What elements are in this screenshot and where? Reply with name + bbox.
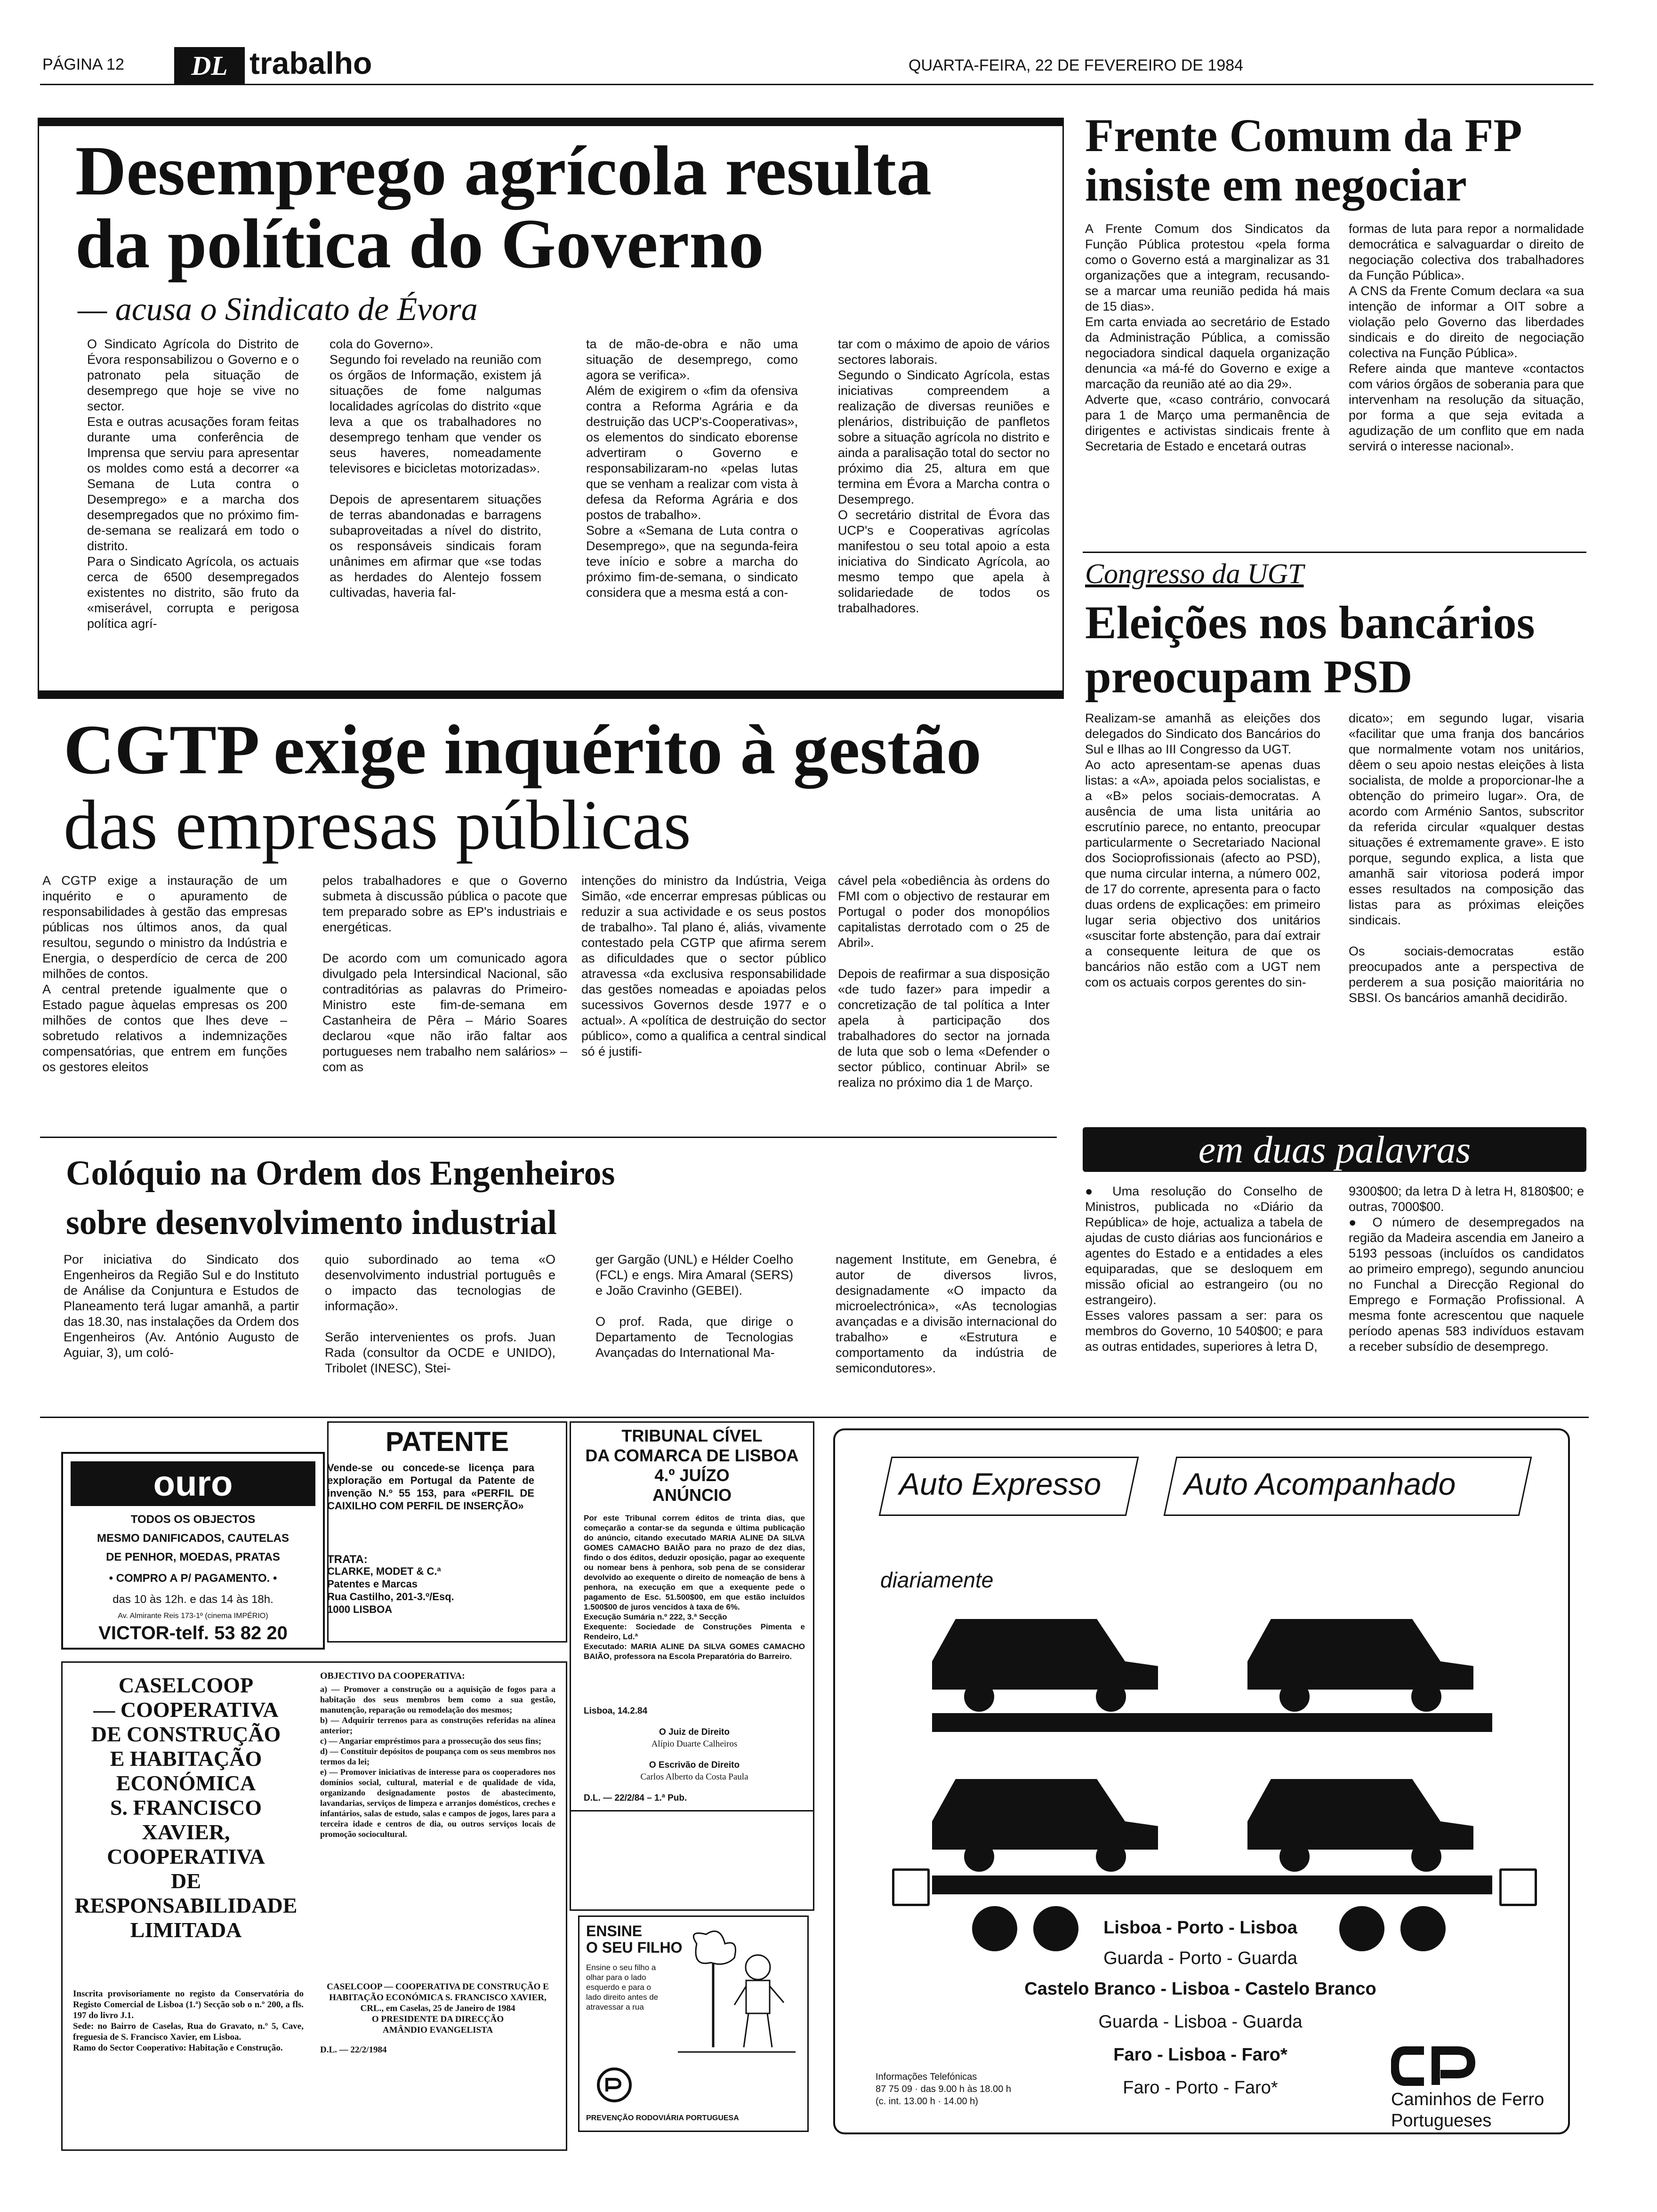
wagon-wheel-icon xyxy=(972,1906,1017,1951)
wagon-wheel-icon xyxy=(1339,1906,1384,1951)
ad-tribunal-title-4: ANÚNCIO xyxy=(652,1485,732,1505)
route-5: Faro - Lisboa - Faro* xyxy=(1113,2045,1287,2065)
auto-acompanhado-label: Auto Acompanhado xyxy=(1184,1467,1456,1501)
em-duas-palavras-title: em duas palavras xyxy=(1198,1128,1471,1171)
coloquio-col-3: ger Gargão (UNL) e Hélder Coelho (FCL) e engs. Mira Amaral (SERS) e João Cravinho (GEBEI). O prof. Rada, que dirige o Departamento de Tecnologias Avançadas do International Ma- xyxy=(595,1252,793,1360)
ad-caselcoop-footer: CASELCOOP — COOPERATIVA DE CONSTRUÇÃO E HABITAÇÃO ECONÓMICA S. FRANCISCO XAVIER, CRL., em Caselas, 25 de Janeiro de 1984 O PRESIDENTE DA DIRECÇÃO AMÂNDIO EVANGELISTA xyxy=(327,1982,549,2035)
section-title: trabalho xyxy=(249,46,372,80)
ad-tribunal-clerk: Carlos Alberto da Costa Paula xyxy=(640,1772,748,1782)
ad-tribunal-judge: Alípio Duarte Calheiros xyxy=(651,1739,738,1749)
ad-prp-body: Ensine o seu filho a olhar para o lado esquerdo e para o lado direito antes de atravessar a rua xyxy=(586,1963,659,2012)
ad-caselcoop-objectives: a) — Promover a construção ou a aquisição de fogos para a habitação dos seus membros bem como a sua gestão, manutenção, reparação ou remodelação dos mesmos; b) — Adquirir terrenos para as construções referidas na alínea anterior; c) — Angariar empréstimos para a prossecução dos seus fins; d) — Constituir depósitos de poupança com os seus membros nos termos da lei; e) — Promover iniciativas de interesse para os cooperadores nos domínios social, cultural, material e de qualidade de vida, organizando designadamente postos de abastecimento, lavandarias, serviços de limpeza e arranjos domésticos, creches e infantários, salas de estudo, salas e campos de jogos, lares para a terceira idade e centros de dia, ou outros serviços locais de promoção sociocultural. xyxy=(320,1684,555,1839)
cp-phone-info: Informações Telefónicas 87 75 09 · das 9.00 h às 18.00 h (c. int. 13.00 h · 14.00 h) xyxy=(876,2072,1011,2107)
car-icon xyxy=(927,1610,1163,1713)
page-number: PÁGINA 12 xyxy=(42,56,124,73)
ad-patente-contact: CLARKE, MODET & C.ª Patentes e Marcas Rua Castilho, 201-3.º/Esq. 1000 LISBOA xyxy=(327,1565,454,1615)
route-1: Lisboa - Porto - Lisboa xyxy=(1103,1918,1297,1938)
desemprego-col-4: tar com o máximo de apoio de vários sectores laborais. Segundo o Sindicato Agrícola, estas iniciativas compreendem a realização de diversas reuniões e plenários, distribuição de panfletos sobre a situação agrícola no distrito e ainda a paralisação total do sector no próximo dia 25, altura em que termina em Évora a Marcha contra o Desemprego. O secretário distrital de Évora das UCP's e Cooperativas agrícolas manifestou o seu total apoio a esta iniciativa do Sindicato Agrícola, ao mesmo tempo que apela à solidariedade de todos os trabalhadores. xyxy=(838,337,1050,615)
ad-ouro-line-2: MESMO DANIFICADOS, CAUTELAS xyxy=(97,1532,289,1545)
ad-caselcoop-registration: Inscrita provisoriamente no registo da Conservatória do Registo Comercial de Lisboa (1.ª) Secção sob o n.º 200, a fls. 197 do livro J.1. Sede: no Bairro de Caselas, Rua do Gravato, n.º 5, Cave, freguesia de S. Francisco Xavier, em Lisboa. Ramo do Sector Cooperativo: Habitação e Construção. xyxy=(73,1989,304,2053)
kicker-congresso-ugt: Congresso da UGT xyxy=(1085,558,1304,589)
ad-patente-body: Vende-se ou concede-se licença para exploração em Portugal da Patente de invenção N.º 55 153, para «PERFIL DE CAIXILHO COM PERFIL DE INSERÇÃO» xyxy=(327,1462,534,1512)
auto-expresso-label: Auto Expresso xyxy=(899,1467,1102,1501)
headline-desemprego-l2: da política do Governo xyxy=(75,205,764,283)
wagon-wheel-icon xyxy=(1033,1906,1078,1951)
headline-desemprego-l1: Desemprego agrícola resulta xyxy=(75,132,932,210)
ad-tribunal-judge-role: O Juiz de Direito xyxy=(659,1727,730,1737)
prp-logo-icon xyxy=(595,2066,633,2104)
child-crossing-illustration-icon xyxy=(668,1925,800,2061)
issue-date: QUARTA-FEIRA, 22 DE FEVEREIRO DE 1984 xyxy=(909,56,1244,74)
bancarios-col-1: Realizam-se amanhã as eleições dos delegados do Sindicato dos Bancários do Sul e Ilhas ao III Congresso da UGT. Ao acto apresentam-se apenas duas listas: a «A», apoiada pelos socialistas, e a «B» pelos sociais-democratas. A ausência de uma lista unitária ao escrutínio parece, no entanto, preocupar particularmente o Secretariado Nacional dos Socioprofissionais (afecto ao PSD), que numa circular interna, a número 002, de 17 do corrente, apresenta para o facto duas ordens de explicações: em primeiro lugar seria objectivo dos unitários «suscitar forte abstenção, para daí extrair a consequente leitura de que os bancários não estão com a UGT nem com os actuais corpos gerentes do sin- xyxy=(1085,711,1320,989)
rule-coloquio xyxy=(40,1137,1057,1138)
car-icon xyxy=(1243,1770,1478,1873)
cgtp-col-4: cável pela «obediência às ordens do FMI com o objectivo de restaurar em Portugal o poder dos monopólios capitalistas derrotado com o 25 de Abril». Depois de reafirmar a sua disposição «de tudo fazer» para impedir a concretização de tal política a Inter apela à participação dos trabalhadores do sector na jornada de luta que sob o lema «Defender o sector público, continuar Abril» se realiza no próximo dia 1 de Março. xyxy=(838,874,1050,1090)
route-3: Castelo Branco - Lisboa - Castelo Branco xyxy=(1024,1979,1376,1999)
headline-cgtp-l2: das empresas públicas xyxy=(64,786,691,864)
frente-comum-col-1: A Frente Comum dos Sindicatos da Função Pública protestou «pela forma como o Governo está a marginalizar as 31 organizações que a integram, recusando-se a marcar uma reunião pedida há mais de 15 dias». Em carta enviada ao secretário de Estado da Administração Pública, a comissão negociadora sindical daquela organização denuncia «a má-fé do Governo e exige a marcação da reunião até ao dia 29». Adverte que, «caso contrário, convocará para 1 de Março uma permanência de dirigentes e activistas sindicais frente à Secretaria de Estado e encetará outras xyxy=(1085,222,1330,453)
wagon-deck-bottom xyxy=(932,1875,1492,1894)
ad-tribunal-body: Por este Tribunal correm éditos de trinta dias, que começarão a contar-se da segunda e última publicação do anúncio, citando executado MARIA ALINE DA SILVA GOMES CAMACHO BAIÃO para no prazo de dez dias, findo o dos éditos, deduzir oposição, pagar ao exequente ou nomear bens à penhora, sob pena de se considerar devolvido ao exequente o direito de nomeação de bens à penhora, na execução em que a exequente pede o pagamento de Esc. 51.500$00, em que estão incluídos 1.500$00 de juros vencidos à taxa de 6%. Execução Sumária n.º 222, 3.ª Secção Exequente: Sociedade de Construções Pimenta e Rendeiro, Ld.ª Executado: MARIA ALINE DA SILVA GOMES CAMACHO BAIÃO, professora na Escola Preparatória do Barreiro. xyxy=(584,1514,805,1661)
ad-tribunal-date: Lisboa, 14.2.84 xyxy=(584,1706,648,1716)
ad-tribunal-title-2: DA COMARCA DE LISBOA xyxy=(585,1446,799,1465)
masthead-rule xyxy=(40,84,1593,85)
ad-patente-title: PATENTE xyxy=(385,1427,509,1457)
car-icon xyxy=(927,1770,1163,1873)
cgtp-col-2: pelos trabalhadores e que o Governo submeta à discussão pública o pacote que tem preparado sobre as EP's industriais e energéticas. De acordo com um comunicado agora divulgado pela Intersindical Nacional, são contraditórias as palavras do Primeiro-Ministro este fim-de-semana em Castanheira de Pêra – Mário Soares declarou «que não irão faltar aos portugueses nem trabalho nem salários» – com as xyxy=(322,874,567,1074)
cgtp-col-1: A CGTP exige a instauração de um inquérito e o apuramento de responsabilidades à gestão das empresas públicas nos últimos anos, da qual resultou, segundo o ministro da Indústria e Energia, o desperdício de cerca de 200 milhões de contos. A central pretende igualmente que o Estado pague àquelas empresas os 200 milhões de contos que lhes deve – sobretudo relativos a indemnizações compensatórias, que entrem em funções os gestores eleitos xyxy=(42,874,287,1074)
ad-ouro-line-4: • COMPRO A P/ PAGAMENTO. • xyxy=(109,1572,277,1585)
headline-frente-comum-l1: Frente Comum da FP xyxy=(1085,109,1522,161)
route-4: Guarda - Lisboa - Guarda xyxy=(1098,2012,1303,2032)
coloquio-col-1: Por iniciativa do Sindicato dos Engenheiros da Região Sul e do Instituto de Análise da Conjuntura e Estudos de Planeamento terá lugar amanhã, a partir das 18.30, nas instalações da Ordem dos Engenheiros (Av. António Augusto de Aguiar, 3), um coló- xyxy=(64,1252,299,1360)
wagon-buffer-left-icon xyxy=(892,1868,930,1906)
ad-tribunal-ref: D.L. — 22/2/84 – 1.ª Pub. xyxy=(584,1793,687,1803)
wagon-buffer-right-icon xyxy=(1499,1868,1537,1906)
ad-ouro-line-1: TODOS OS OBJECTOS xyxy=(130,1513,256,1526)
coloquio-col-2: quio subordinado ao tema «O desenvolvimento industrial português e o impacto das tecnologias de informação». Serão intervenientes os profs. Juan Rada (consultor da OCDE e UNIDO), Tribolet (INESC), Stei- xyxy=(325,1252,555,1375)
car-icon xyxy=(1243,1610,1478,1713)
subhead-desemprego: — acusa o Sindicato de Évora xyxy=(78,291,478,328)
ad-prp-title-2: O SEU FILHO xyxy=(586,1939,683,1956)
cp-brand-line-1: Caminhos de Ferro xyxy=(1391,2090,1544,2109)
ad-ouro-phone: VICTOR-telf. 53 82 20 xyxy=(98,1623,288,1643)
wagon-deck-top xyxy=(932,1713,1492,1732)
cgtp-col-3: intenções do ministro da Indústria, Veiga Simão, «de encerrar empresas públicas ou reduzir a sua actividade e os seus postos de trabalho». Tal plano é, aliás, vivamente contestado pela CGTP que afirma serem as dificuldades que o sector público atravessa «da exclusiva responsabilidade das gestões nomeadas e apoiadas pelos sucessivos Governos desde 1977 e o actual». A «política de destruição do sector público», como a qualifica a central sindical só é justifi- xyxy=(581,874,826,1058)
em-duas-palavras-col-2: 9300$00; da letra D à letra H, 8180$00; e outras, 7000$00. ● O número de desempregados na região da Madeira ascendia em Janeiro a 5193 pessoas (incluídos os candidatos ao primeiro emprego), segundo anunciou no Funchal a Direcção Regional do Emprego e Formação Profissional. A mesma fonte acrescentou que naquele período apenas 583 indivíduos estavam a receber subsídio de desemprego. xyxy=(1349,1184,1584,1354)
bancarios-col-2: dicato»; em segundo lugar, visaria «facilitar que uma franja dos bancários que normalmente votam nos unitários, dêem o seu apoio nestas eleições à lista socialista, de molde a proporcionar-lhe a obtenção do primeiro lugar». Ora, de acordo com Arménio Santos, subscritor da referida circular «qualquer destas situações é extremamente grave». E isto porque, segundo explica, a lista que amanhã sair vitoriosa poderá impor esses resultados na composição das listas para as próximas eleições sindicais. Os sociais-democratas estão preocupados ante a perspectiva de perderem a sua posição maioritária no SBSI. Os bancários amanhã decidirão. xyxy=(1349,711,1584,1005)
frente-comum-col-2: formas de luta para repor a normalidade democrática e salvaguardar o direito de negociação colectiva dos trabalhadores da Função Pública». A CNS da Frente Comum declara «a sua intenção de informar a OIT sobre a violação pelo Governo das liberdades sindicais e do direito de negociação colectiva na Função Pública». Refere ainda que manteve «contactos com vários órgãos de soberania para que intervenham na resolução da situação, por forma a que seja evitada a agudização de um conflito que em nada servirá o interesse nacional». xyxy=(1349,222,1584,453)
ad-tribunal-title-1: TRIBUNAL CÍVEL xyxy=(621,1426,763,1445)
ad-tribunal-clerk-role: O Escrivão de Direito xyxy=(649,1760,740,1770)
em-duas-palavras-col-1: ● Uma resolução do Conselho de Ministros, publicada no «Diário da República» de hoje, actualiza a tabela de ajudas de custo diárias aos funcionários e agentes do Estado e a entidades a eles equiparadas, que se desloquem em missão oficial ao estrangeiro (ou no estrangeiro). Esses valores passam a ser: para os membros do Governo, 10 540$00; e para as outras entidades, superiores à letra D, xyxy=(1085,1184,1323,1354)
desemprego-col-2: cola do Governo». Segundo foi revelado na reunião com os órgãos de Informação, existem já situações de fome nalgumas localidades agrícolas do distrito «que leva a que os trabalhadores no desemprego tenham que vender os seus haveres, nomeadamente televisores e bicicletas motorizadas». Depois de apresentarem situações de terras abandonadas e barragens subaproveitadas a nível do distrito, os responsáveis sindicais foram unânimes em afirmar que «se todas as herdades do Alentejo fossem cultivadas, haveria fal- xyxy=(330,337,541,600)
newspaper-logo: DL xyxy=(174,47,245,85)
rule-ugt xyxy=(1083,552,1586,553)
headline-cgtp-l1: CGTP exige inquérito à gestão xyxy=(64,711,981,789)
ad-caselcoop-name: CASELCOOP — COOPERATIVA DE CONSTRUÇÃO E HABITAÇÃO ECONÓMICA S. FRANCISCO XAVIER, COOPERATIVA DE RESPONSABILIDADE LIMITADA xyxy=(74,1673,298,1942)
rule-ads xyxy=(40,1417,1589,1418)
ad-ouro-title: ouro xyxy=(153,1464,233,1504)
headline-bancarios-l1: Eleições nos bancários xyxy=(1085,596,1535,649)
desemprego-col-3: ta de mão-de-obra e não uma situação de desemprego, como agora se verifica». Além de exigirem o «fim da ofensiva contra a Reforma Agrária e da destruição das UCP's-Cooperativas», os elementos do sindicato eborense advertiram o Governo e responsabilizaram-no «pelas lutas que se venham a realizar com vista à defesa da Reforma Agrária e dos postos de trabalho». Sobre a «Semana de Luta contra o Desemprego», que na segunda-feira teve início e sobre a marcha do próximo fim-de-semana, o sindicato considera que a mesma está a con- xyxy=(586,337,798,600)
ad-tribunal-rule xyxy=(570,1810,814,1811)
headline-frente-comum-l2: insiste em negociar xyxy=(1085,159,1467,211)
ad-ouro-line-3: DE PENHOR, MOEDAS, PRATAS xyxy=(106,1551,280,1563)
route-6: Faro - Porto - Faro* xyxy=(1123,2078,1278,2098)
ad-prp-title-1: ENSINE xyxy=(586,1923,643,1940)
wagon-wheel-icon xyxy=(1400,1906,1446,1951)
headline-coloquio-l1: Colóquio na Ordem dos Engenheiros xyxy=(66,1154,615,1193)
box-top-rule xyxy=(38,118,1064,126)
ad-prp-footer: PREVENÇÃO RODOVIÁRIA PORTUGUESA xyxy=(586,2114,739,2122)
ad-tribunal-title-3: 4.º JUÍZO xyxy=(654,1466,730,1485)
box-bottom-rule xyxy=(38,690,1064,699)
headline-coloquio-l2: sobre desenvolvimento industrial xyxy=(66,1203,557,1242)
ad-caselcoop-ref: D.L. — 22/2/1984 xyxy=(320,2045,387,2055)
ad-caselcoop-obj-title: OBJECTIVO DA COOPERATIVA: xyxy=(320,1671,465,1681)
headline-bancarios-l2: preocupam PSD xyxy=(1085,650,1413,703)
coloquio-col-4: nagement Institute, em Genebra, é autor de diversos livros, designadamente «O impacto da microelectrónica», «As tecnologias avançadas e a divisão internacional do trabalho» e «Estrutura e comportamento da indústria de semicondutores». xyxy=(836,1252,1057,1375)
ad-ouro-hours: das 10 às 12h. e das 14 às 18h. xyxy=(113,1593,273,1606)
ad-patente-trata-label: TRATA: xyxy=(327,1553,368,1566)
cp-brand-line-2: Portugueses xyxy=(1391,2111,1492,2131)
desemprego-col-1: O Sindicato Agrícola do Distrito de Évora responsabilizou o Governo e o patronato pela situação de desemprego que hoje se vive no sector. Esta e outras acusações foram feitas durante uma conferência de Imprensa que serviu para apresentar os moldes como está a decorrer «a Semana de Luta contra o Desemprego» e a marcha dos desempregados que no próximo fim-de-semana se realizará em todo o distrito. Para o Sindicato Agrícola, os actuais cerca de 6500 desempregados existentes no distrito, são fruto da «miserável, corrupta e perigosa política agrí- xyxy=(87,337,299,631)
ad-ouro-address: Av. Almirante Reis 173-1º (cinema IMPÉRIO) xyxy=(118,1612,268,1620)
diariamente-label: diariamente xyxy=(880,1568,994,1592)
cp-logo-icon xyxy=(1391,2045,1476,2087)
route-2: Guarda - Porto - Guarda xyxy=(1103,1948,1297,1968)
